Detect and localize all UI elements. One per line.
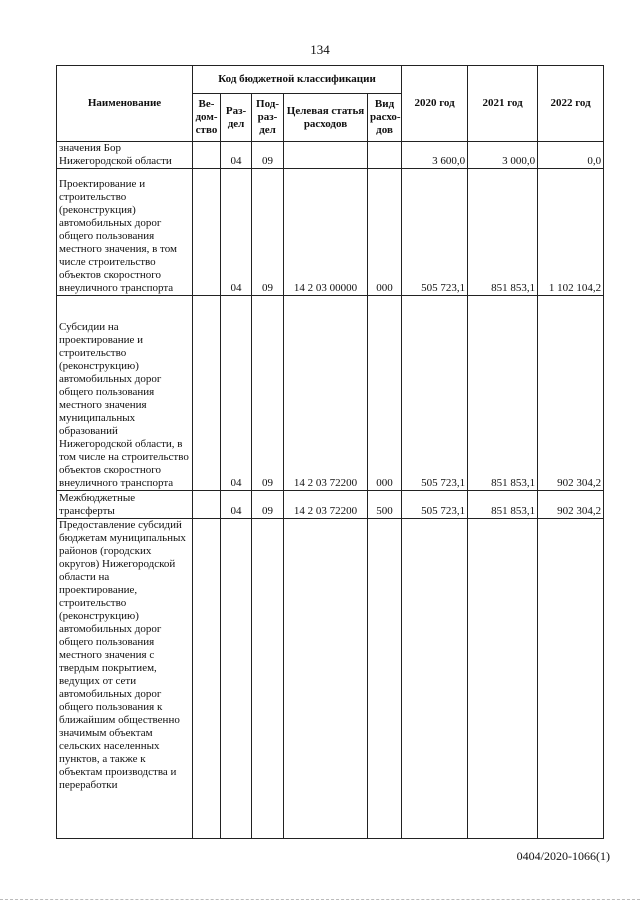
row-subsection: 09 <box>252 169 284 296</box>
row-expense-type <box>368 142 402 169</box>
row-section: 04 <box>221 169 252 296</box>
row-target: 14 2 03 72200 <box>284 296 368 491</box>
header-name: Наименование <box>57 66 193 142</box>
row-subsection: 09 <box>252 296 284 491</box>
row-name: Межбюджетные трансферты <box>57 491 193 519</box>
document-number: 0404/2020-1066(1) <box>516 849 610 863</box>
row-2020 <box>402 519 468 839</box>
header-dept: Ве-дом-ство <box>193 94 221 142</box>
row-2020: 505 723,1 <box>402 296 468 491</box>
row-target: 14 2 03 72200 <box>284 491 368 519</box>
row-2020: 505 723,1 <box>402 169 468 296</box>
row-section: 04 <box>221 142 252 169</box>
budget-table <box>56 65 604 839</box>
row-target <box>284 142 368 169</box>
header-2022: 2022 год <box>538 66 604 142</box>
row-dept <box>193 296 221 491</box>
row-2021: 3 000,0 <box>468 142 538 169</box>
row-section: 04 <box>221 491 252 519</box>
table-row <box>57 169 604 296</box>
row-target: 14 2 03 00000 <box>284 169 368 296</box>
header-target: Целевая статья расходов <box>284 94 368 142</box>
row-name: Проектирование и строительство (реконструкция) автомобильных дорог общего пользования местного значения, в том числе строительство объектов скоростного внеуличного транспорта <box>57 169 193 296</box>
row-name: Субсидии на проектирование и строительство (реконструкцию) автомобильных дорог общего пользования местного значения муниципальных образований Нижегородской области, в том числе на строительство объектов скоростного внеуличного транспорта <box>57 296 193 491</box>
row-2020: 505 723,1 <box>402 491 468 519</box>
row-2022: 902 304,2 <box>538 491 604 519</box>
table-row <box>57 142 604 169</box>
row-dept <box>193 169 221 296</box>
header-2021: 2021 год <box>468 66 538 142</box>
header-section: Раз-дел <box>221 94 252 142</box>
row-2022: 0,0 <box>538 142 604 169</box>
header-subsection: Под-раз-дел <box>252 94 284 142</box>
row-2021 <box>468 519 538 839</box>
page-bottom-rule <box>0 899 640 900</box>
row-dept <box>193 491 221 519</box>
row-subsection <box>252 519 284 839</box>
row-subsection: 09 <box>252 142 284 169</box>
row-expense-type: 500 <box>368 491 402 519</box>
row-2021: 851 853,1 <box>468 169 538 296</box>
table-row <box>57 519 604 839</box>
row-2022: 1 102 104,2 <box>538 169 604 296</box>
row-dept <box>193 142 221 169</box>
row-name: значения Бор Нижегородской области <box>57 142 193 169</box>
row-2022 <box>538 519 604 839</box>
table-row <box>57 491 604 519</box>
header-2020: 2020 год <box>402 66 468 142</box>
row-2020: 3 600,0 <box>402 142 468 169</box>
page-number: 134 <box>310 42 330 57</box>
row-2021: 851 853,1 <box>468 491 538 519</box>
row-expense-type: 000 <box>368 169 402 296</box>
table-row <box>57 296 604 491</box>
row-2021: 851 853,1 <box>468 296 538 491</box>
row-subsection: 09 <box>252 491 284 519</box>
header-code-group: Код бюджетной классификации <box>193 66 402 94</box>
row-name: Предоставление субсидий бюджетам муниципальных районов (городских округов) Нижегородской области на проектирование, строительство (реконструкцию) автомобильных дорог общего пользования местного значения с твердым покрытием, ведущих от сети автомобильных дорог общего пользования к ближайшим общественно значимым объектам сельских населенных пунктов, а также к объектам производства и переработки <box>57 519 193 839</box>
row-target <box>284 519 368 839</box>
header-expense-type: Вид расхо-дов <box>368 94 402 142</box>
row-dept <box>193 519 221 839</box>
row-section: 04 <box>221 296 252 491</box>
row-expense-type: 000 <box>368 296 402 491</box>
row-2022: 902 304,2 <box>538 296 604 491</box>
row-section <box>221 519 252 839</box>
row-expense-type <box>368 519 402 839</box>
